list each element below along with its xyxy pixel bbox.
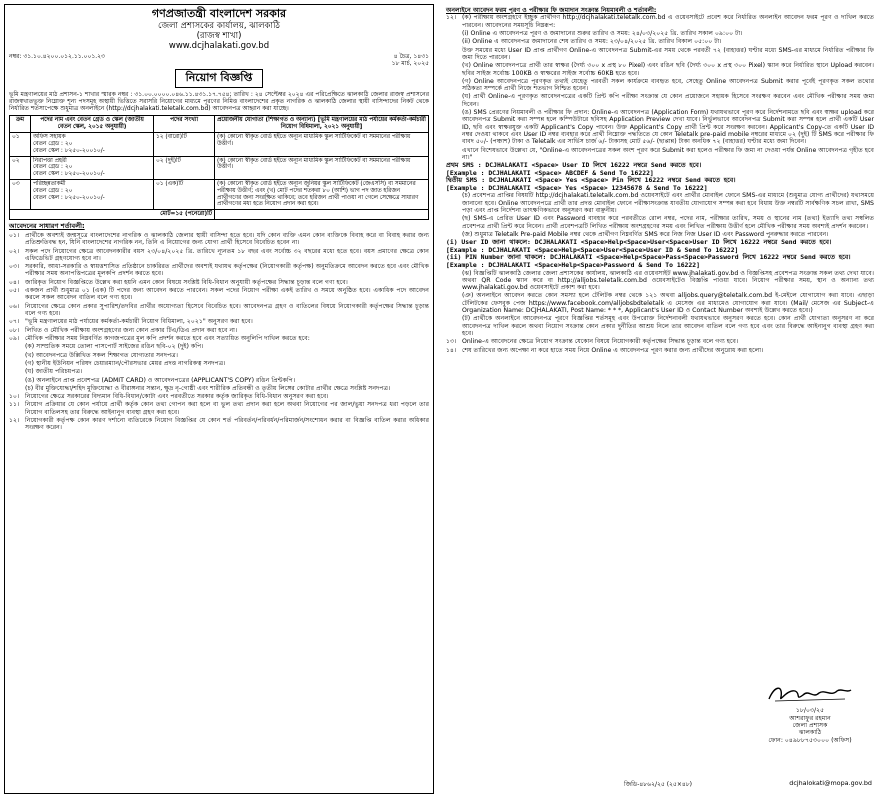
signatory-designation: জেলা প্রশাসক bbox=[792, 722, 828, 730]
government-name: গণপ্রজাতন্ত্রী বাংলাদেশ সরকার bbox=[151, 7, 287, 20]
item-text: মৌখিক পরীক্ষার সময় নিম্নবর্ণিত কাগজপত্রের মূল কপি প্রদর্শন করতে হবে এবং সত্যায়িত অনুলিপি দাখিল করতে হবে: bbox=[25, 334, 310, 342]
rule-item bbox=[446, 231, 874, 238]
item-text: (ঘ) জাতীয় পরিচয়পত্র। bbox=[25, 368, 83, 376]
table-row bbox=[10, 156, 429, 179]
item-text: (গ) Online আবেদনপত্রে পূরণকৃত তথ্যই যেহেতু পরবর্তী সকল কার্যক্রমে ব্যবহৃত হবে, সেহেতু Online আবেদনপত্র Submit করার পূর্বেই পূরণকৃত সকল তথ্যের সঠিকতা সম্পর্কে প্রার্থী নিজে শতভাগ নিশ্চিত হবেন। bbox=[462, 77, 874, 93]
col-post: পদের নাম এবং বেতন গ্রেড ও স্কেল (জাতীয় বেতন স্কেল, ২০১৫ অনুযায়ী) bbox=[31, 116, 154, 133]
rule-item bbox=[446, 270, 874, 292]
item-number bbox=[446, 231, 462, 238]
table-total: মোট=১৫ (পনেরো)টি bbox=[10, 210, 215, 220]
item-number bbox=[446, 147, 462, 162]
rule-item bbox=[446, 292, 874, 314]
notice-title bbox=[9, 69, 429, 88]
left-column bbox=[4, 4, 434, 794]
online-rules-list bbox=[446, 14, 874, 161]
sms-second-label: দ্বিতীয় SMS : bbox=[446, 176, 486, 185]
condition-item bbox=[9, 401, 429, 416]
signature-block bbox=[750, 681, 870, 744]
post-scale: বেতন স্কেল : ৮২৫০-২০০১০/- bbox=[33, 171, 105, 178]
item-number bbox=[446, 315, 462, 337]
recover-password: (ii) PIN Number জানা থাকলে: DCJHALAKATI <Space>Help<Space>Pass<Space>Password লিখে 16222 নম্বরে Send করতে হবে। bbox=[446, 253, 851, 262]
signatory-email[interactable]: dcjhalokati@mopa.gov.bd bbox=[789, 779, 872, 788]
item-number: ০৮। bbox=[9, 326, 20, 334]
recover-password-example: [Example : DCJHALAKATI <Space>Help<Space>Password & Send To 16222] bbox=[446, 260, 700, 269]
condition-item bbox=[9, 393, 429, 400]
item-text: (গ) স্থানীয় ইউনিয়ন পরিষদ চেয়ারম্যান/পৌরসভার মেয়র প্রদত্ত নাগরিকত্ব সনদপত্র। bbox=[25, 359, 226, 367]
row-post bbox=[31, 180, 154, 210]
item-number: ০৫। bbox=[9, 287, 20, 295]
branch-name: (রাজস্ব শাখা) bbox=[196, 30, 242, 41]
item-text: (ii) Online এ আবেদনপত্র জমাদানের শেষ তারিখ ও সময়: ২৩/০৪/২০২৫ খ্রি. তারিখ বিকাল ০৫:০০ টা। bbox=[462, 38, 722, 46]
rule-item bbox=[446, 30, 874, 37]
footer-code: জিডি-৪৮৬২/২৫ (২৫×৪৮) bbox=[624, 780, 692, 788]
item-text: (খ) আবেদনপত্রে উল্লিখিত সকল শিক্ষাগত যোগ্যতার সনদপত্র। bbox=[25, 351, 178, 359]
conditions-list bbox=[9, 232, 429, 432]
row-count: ০১ (এক)টি bbox=[154, 180, 215, 210]
condition-item bbox=[9, 232, 429, 247]
admit-rules-list bbox=[446, 192, 874, 238]
item-text: (ক) সাম্প্রতিক সময়ে তোলা পাসপোর্ট সাইজের রঙিন ছবি-০২ (দুই) কপি। bbox=[25, 343, 204, 351]
office-name: জেলা প্রশাসকের কার্যালয়, ঝালকাঠি bbox=[158, 20, 280, 31]
rule-item bbox=[446, 215, 874, 230]
item-text: সকল পদে নিয়োগের ক্ষেত্রে আবেদনকারীর বয়স ২৩/০৪/২০২৫ খ্রি. তারিখে ন্যূনতম ১৮ বছর এবং সর্বোচ্চ ৩২ বছরের মধ্যে হতে হবে। বয়স প্রমাণের ক্ষেত্রে কোন এফিডেভিট গ্রহণযোগ্য হবে না। bbox=[25, 247, 429, 262]
item-number: ০২। bbox=[9, 247, 20, 255]
rule-item bbox=[446, 315, 874, 337]
memo-dates bbox=[392, 53, 429, 67]
item-number bbox=[446, 38, 462, 45]
item-text: "ভূমি মন্ত্রণালয়ের মাঠ পর্যায়ের কর্মকর্তা-কর্মচারী নিয়োগ বিধিমালা, ২০২১" অনুসরণ করা হবে। bbox=[25, 318, 253, 326]
sms-first-label: প্রথম SMS : bbox=[446, 161, 482, 170]
condition-item bbox=[9, 368, 429, 375]
condition-item bbox=[9, 287, 429, 302]
item-text: প্রার্থীকে অবশ্যই জন্মসূত্রে বাংলাদেশের নাগরিক ও ঝালকাঠি জেলার স্থায়ী বাসিন্দা হতে হবে। যদি কোন ব্যক্তি এমন কোন ব্যক্তিকে বিবাহ করে বা বিবাহ করার জন্য প্রতিশ্রুতিবদ্ধ হন, যিনি বাংলাদেশের নাগরিক নন, তিনি এ নিয়োগের জন্য যোগ্য প্রার্থী হিসেবে বিবেচিত হবেন না। bbox=[25, 231, 429, 247]
item-text: শেষ তারিখের জন্য অপেক্ষা না করে হাতে সময় নিয়ে Online এ আবেদনপত্র পূরণ করার জন্য প্রার্থীদের অনুরোধ করা হলো। bbox=[462, 346, 764, 354]
item-text: (ঘ) প্রার্থী Online-এ পূরণকৃত আবেদনপত্রের একটি প্রিন্ট কপি পরীক্ষা সংক্রান্ত যে কোন প্রয়োজনে সহায়ক হিসেবে সংরক্ষণ করবেন এবং মৌখিক পরীক্ষার সময় জমা দিবেন। bbox=[462, 93, 874, 108]
row-count: ০২ (দুই)টি bbox=[154, 156, 215, 179]
item-number: ০৭। bbox=[9, 318, 20, 326]
signatory-district: ঝালকাঠি bbox=[798, 729, 822, 737]
item-number: ১৩। bbox=[446, 338, 457, 346]
item-number: ১৪। bbox=[446, 346, 457, 354]
item-text: (ঙ) অনলাইনে প্রাপ্ত প্রবেশপত্র (ADMIT CARD) ও আবেদনপত্রের (APPLICANT'S COPY) রঙিন প্রিন্টকপি। bbox=[25, 376, 296, 384]
item-text: (ঞ) অনলাইনে আবেদন করতে কোন সমস্যা হলে টেলিটক নম্বর থেকে ১২১ অথবা alljobs.query@teletalk.com.bd ই-মেইলে যোগাযোগ করা যাবে। এছাড়া টেলিটকের ফেসবুক পেজ https://www.facebook.com/alljobsbdteletalk এ মেসেজ এর মাধ্যমেও যোগাযোগ করা যাবে। (Mail/ মেসেজ এর Subject-এ Organization Name: DCJHALAKATI, Post Name: * * *, Applicant's User ID ও Contact Number অবশ্যই উল্লেখ করতে হবে।) bbox=[462, 292, 874, 315]
condition-item bbox=[9, 327, 429, 334]
item-text: এখানে বিশেষভাবে উল্লেখ্য যে, "Online-এ আবেদনপত্রের সকল অংশ পূরণ করে Submit করা হলেও পরীক্ষার ফি জমা না দেওয়া পর্যন্ত Online আবেদনপত্র গৃহীত হবে না।" bbox=[462, 146, 874, 161]
row-count: ১২ (বারো)টি bbox=[154, 133, 215, 156]
col-serial: ক্রম bbox=[10, 116, 31, 133]
vacancy-table bbox=[9, 115, 429, 220]
item-number: ১১। bbox=[9, 401, 20, 409]
item-text: (চ) বীর মুক্তিযোদ্ধা/শহিদ মুক্তিযোদ্ধা ও বীরাঙ্গনার সন্তান, ক্ষুদ্র নৃ-গোষ্ঠী এবং শারীরিক প্রতিবন্ধী ও তৃতীয় লিঙ্গের কোটার প্রার্থীর ক্ষেত্রে সংশ্লিষ্ট সনদপত্র। bbox=[25, 384, 391, 392]
rule-item bbox=[446, 147, 874, 162]
post-name: অফিস সহায়ক bbox=[33, 134, 66, 141]
item-text: লিখিত ও মৌখিক পরীক্ষায় অংশগ্রহণের জন্য কোন প্রকার টিএ/ডিএ প্রদান করা হবে না। bbox=[25, 326, 238, 334]
table-row bbox=[10, 133, 429, 156]
item-number bbox=[446, 109, 462, 146]
rule-item bbox=[446, 14, 874, 29]
item-text: (খ) Online আবেদনপত্রে প্রার্থী তার স্বাক্ষর (দৈর্ঘ্য ৩০০ x প্রস্থ ৮০ Pixel) এবং রঙিন ছবি (দৈর্ঘ্য ৩০০ x প্রস্থ ৩০০ Pixel) স্ক্যান করে নির্ধারিত স্থানে Upload করবেন। ছবির সাইজ সর্বোচ্চ 100KB ও স্বাক্ষরের সাইজ সর্বোচ্চ 60KB হতে হবে। bbox=[462, 62, 874, 77]
row-post bbox=[31, 133, 154, 156]
condition-item bbox=[9, 279, 429, 286]
item-number bbox=[446, 30, 462, 37]
website-link[interactable]: www.dcjhalakati.gov.bd bbox=[168, 41, 270, 51]
item-number bbox=[9, 377, 25, 384]
item-text: নিয়োগের ক্ষেত্রে সরকারের বিদ্যমান বিধি-বিধান/কোটা এবং পরবর্তীতে সরকার কর্তৃক জারিকৃত বিধি-বিধান অনুসরণ করা হবে। bbox=[25, 393, 329, 401]
sms-first-example: [Example : DCJHALAKATI <Space> ABCDEF & Send To 16222] bbox=[446, 168, 654, 177]
item-text: (ট) প্রার্থীকে অনলাইনে আবেদনপত্র পূরণে বিজ্ঞপ্তির শর্তসমূহ এবং উপরোক্ত নির্দেশনাবলী যথাযথভাবে অনুসরণ করতে হবে। কোন প্রার্থী যোগ্যতা অনুসরণ না করে আবেদনপত্র দাখিল করলে অথবা নিয়োগ সংক্রান্ত কোন প্রকার দুর্নীতির আশ্রয় নিলে তার আবেদন বাতিল বলে গণ্য হবে এবং তার বিরুদ্ধে আইনানুগ ব্যবস্থা গ্রহণ করা হবে। bbox=[462, 315, 874, 337]
item-text: (জ) শুধুমাত্র Teletalk Pre-paid Mobile নম্বর থেকে প্রার্থীগণ নিম্নবর্ণিত SMS করে নিজ নিজ User ID এবং Password পুনরুদ্ধার করতে পারবেন। bbox=[462, 231, 829, 238]
item-text: (ঝ) বিজ্ঞপ্তিটি ঝালকাঠি জেলার জেলা প্রশাসকের কার্যালয়, ঝালকাঠি এর ওয়েবসাইট www.jhalakati.gov.bd ও বিজ্ঞপ্তিসহ প্রবেশপত্র সংক্রান্ত সকল তথ্য দেখা যাবে। অথবা QR Code স্ক্যান করে বা http://alljobs.teletalk.com.bd ওয়েবসাইটেও বিজ্ঞপ্তি পাওয়া যাবে। নিয়োগ পরীক্ষার সময়, স্থান ও অন্যান্য তথ্য www.jhalakati.gov.bd ওয়েবসাইটে প্রকাশ করা হবে। bbox=[462, 269, 874, 292]
item-text: নিয়োগকারী কর্তৃপক্ষ কোন কারণ দর্শানো ব্যতিরেকে নিয়োগ বিজ্ঞপ্তির যে কোন শর্ত পরিবর্তন/পরিবর্ধন/পরিমার্জন/সংশোধন করার বা বিজ্ঞপ্তি বাতিল করার অধিকার সংরক্ষণ করেন। bbox=[25, 417, 429, 432]
item-text: নিয়োগের ক্ষেত্রে কোন প্রকার সুপারিশ/তদবির প্রার্থীর অযোগ্যতা হিসেবে বিবেচিত হবে। আবেদনপত্র গ্রহণ ও বাতিলের বিষয়ে নিয়োগকারী কর্তৃপক্ষের সিদ্ধান্ত চূড়ান্ত বলে গণ্য হবে। bbox=[25, 302, 429, 318]
rule-item bbox=[446, 109, 874, 146]
memo-line bbox=[9, 53, 429, 67]
item-number bbox=[446, 292, 462, 314]
row-qualification: (ক) কোনো স্বীকৃত বোর্ড হইতে অন্যূন জুনিয়র স্কুল সার্টিফিকেট (জেএসসি) বা সমমানের পরীক্ষায় উত্তীর্ণ; এবং (খ) মোট পদের শতকরা ৮০ (আশি) ভাগ পদ জাত হরিজন প্রার্থীগণের জন্য সংরক্ষিত থাকিবে; তবে হরিজন প্রার্থী পাওয়া না গেলে সেক্ষেত্রে সাধারণ প্রার্থীগণের মধ্য হতে নিয়োগ প্রদান করা হবে। bbox=[215, 180, 429, 210]
condition-item bbox=[9, 318, 429, 325]
condition-item bbox=[9, 303, 429, 318]
post-name: পরিচ্ছন্নতাকর্মী bbox=[33, 181, 66, 187]
post-scale: বেতন স্কেল : ৮২৫০-২০০১০/- bbox=[33, 194, 105, 201]
notice-title-text: নিয়োগ বিজ্ঞপ্তি bbox=[175, 69, 264, 88]
item-number: ১২। bbox=[446, 14, 457, 22]
conditions-title: আবেদনের সাধারণ শর্তাবলী: bbox=[9, 222, 85, 231]
col-count: পদের সংখ্যা bbox=[154, 116, 215, 133]
online-rules-title: অনলাইনে আবেদন ফরম পূরণ ও পরীক্ষার ফি জমাদান সংক্রান্ত নিয়মাবলী ও শর্তাবলী: bbox=[446, 7, 657, 14]
item-number: ০৩। bbox=[9, 263, 20, 271]
item-number bbox=[446, 78, 462, 93]
memo-number: নম্বর: ৩১.১০.৪২০০.০১২.১১.০০১.২৩ bbox=[9, 53, 105, 61]
signature-date: ১৮/০৩/২৫ bbox=[795, 707, 825, 715]
intro-paragraph: ভূমি মন্ত্রণালয়ের মাঠ প্রশাসন-১ শাখার স্মারক নম্বর : ৩১.০০.০০০০.০৪৬.১১.৪৩১.১৭.৭৫৪; তারিখ : ২৪ সেপ্টেম্বর ২০২৪ এর পরিপ্রেক্ষিতে ঝালকাঠি জেলার রাজস্ব প্রশাসনের রাজস্বখাতভুক্ত নিম্নোক্ত শূন্য পদসমূহ অস্থায়ী ভিত্তিতে সরাসরি নিয়োগের মাধ্যমে পূরণের নিমিত্ত বাংলাদেশের প্রকৃত নাগরিক ও ঝালকাঠি জেলার স্থায়ী বাসিন্দাদের নিকট থেকে নির্ধারিত শর্তসাপেক্ষে শুধুমাত্র অনলাইনে (http://dcjhalakati.teletalk.com.bd) আবেদনপত্র আহ্বান করা যাচ্ছে। bbox=[9, 91, 429, 113]
item-number bbox=[9, 360, 25, 367]
item-text: জারিকৃত নিয়োগ বিজ্ঞপ্তিতে উল্লেখ করা হয়নি এমন কোন বিষয়ে সংশ্লিষ্ট বিধি-বিধান অনুযায়ী কর্তৃপক্ষের সিদ্ধান্ত চূড়ান্ত বলে গণ্য হবে। bbox=[25, 278, 348, 286]
item-text: উক্ত সময়ের মধ্যে User ID প্রাপ্ত প্রার্থীগণ Online-এ আবেদনপত্র Submit-এর সময় থেকে পরবর্তী ৭২ (বাহাত্তর) ঘণ্টার মধ্যে SMS-এর মাধ্যমে নির্ধারিত পরীক্ষার ফি জমা দিতে পারবেন। bbox=[462, 46, 874, 61]
signatory-name: আশরাফুর রহমান bbox=[789, 714, 831, 722]
row-serial: ০২ bbox=[10, 156, 31, 179]
sms-second-example: [Example : DCJHALAKATI <Space> Yes <Space> 12345678 & Send To 16222] bbox=[446, 183, 708, 192]
col-qualification: প্রয়োজনীয় যোগ্যতা (শিক্ষাগত ও অন্যান্য) [ভূমি মন্ত্রণালয়ের মাঠ পর্যায়ের কর্মকর্তা-কর্মচারী নিয়োগ বিধিমালা, ২০২১ অনুযায়ী] bbox=[215, 116, 429, 133]
row-serial: ০১ bbox=[10, 133, 31, 156]
item-text: নিয়োগ প্রক্রিয়ার যে কোন পর্যায়ে প্রার্থী কর্তৃক কোন তথ্য গোপন করা হলে বা ভুল তথ্য প্রদান করা হলে অথবা নিয়োগের পর জাল/ভুয়া সনদপত্র ধরা পড়লে তার নিয়োগ বাতিলসহ তার বিরুদ্ধে আইনানুগ ব্যবস্থা গ্রহণ করা হবে। bbox=[25, 401, 429, 416]
item-text: (চ) প্রবেশপত্র প্রাপ্তির বিষয়টি http://dcjhalakati.teletalk.com.bd ওয়েবসাইটে এবং প্রার্থীর মোবাইল ফোনে SMS-এর মাধ্যমে (শুধুমাত্র যোগ্য প্রার্থীদের) যথাসময়ে জানানো হবে। Online আবেদনপত্রে প্রার্থী তার প্রদত্ত মোবাইল ফোনে পরীক্ষাসংক্রান্ত যাবতীয় যোগাযোগ সম্পন্ন করা হবে বিধায় উক্ত নম্বরটি সার্বক্ষণিক সচল রাখা, SMS পড়া এবং প্রাপ্ত নির্দেশনা তাৎক্ষণিকভাবে অনুসরণ করা বাঞ্ছনীয়। bbox=[462, 192, 874, 215]
item-number: ১২। bbox=[9, 417, 20, 425]
header bbox=[9, 8, 429, 51]
condition-item bbox=[9, 377, 429, 384]
rule-item bbox=[446, 62, 874, 77]
row-post bbox=[31, 156, 154, 179]
item-number: ০৬। bbox=[9, 302, 20, 310]
signatory-phone: ফোন: ০৪৯৮৮৭৫৩০০০ (অফিস) bbox=[768, 736, 852, 744]
other-rules-list bbox=[446, 270, 874, 354]
item-number bbox=[446, 62, 462, 77]
condition-item bbox=[9, 417, 429, 432]
post-grade: বেতন গ্রেড : ২০ bbox=[33, 140, 73, 147]
rule-item bbox=[446, 338, 874, 345]
rule-item bbox=[446, 347, 874, 354]
sms-second-text: DCJHALAKATI <Space> Yes <Space> Pin লিখে 16222 নম্বরে Send করতে হবে। bbox=[488, 176, 736, 185]
item-number bbox=[9, 352, 25, 359]
post-grade: বেতন গ্রেড : ২০ bbox=[33, 187, 73, 194]
table-row bbox=[10, 180, 429, 210]
row-serial: ০৩ bbox=[10, 180, 31, 210]
condition-item bbox=[9, 385, 429, 392]
condition-item bbox=[9, 352, 429, 359]
date-english: ১৮ মার্চ, ২০২৫ bbox=[391, 60, 429, 68]
item-number: ০৯। bbox=[9, 334, 20, 342]
condition-item bbox=[9, 263, 429, 278]
item-number bbox=[446, 215, 462, 230]
recover-user-id-example: [Example : DCJHALAKATI <Space>Help<Space>User<Space>User ID & Send To 16222] bbox=[446, 245, 739, 254]
item-number bbox=[446, 270, 462, 292]
item-text: একজন প্রার্থী শুধুমাত্র ০১ (এক) টি পদের জন্য আবেদন করতে পারবেন। সকল পদের নিয়োগ পরীক্ষা একই তারিখ ও সময়ে অনুষ্ঠিত হবে। একাধিক পদে আবেদন করলে সকল আবেদন বাতিল বলে গণ্য হবে। bbox=[25, 287, 429, 302]
item-number bbox=[9, 343, 25, 350]
row-qualification: (ক) কোনো স্বীকৃত বোর্ড হইতে অন্যূন মাধ্যমিক স্কুল সার্টিফিকেট বা সমমানের পরীক্ষায় উত্তীর্ণ। bbox=[215, 156, 429, 179]
post-scale: বেতন স্কেল : ৮২৫০-২০০১০/- bbox=[33, 147, 105, 154]
condition-item bbox=[9, 360, 429, 367]
item-text: (ঙ) SMS প্রেরণের নিয়মাবলী ও পরীক্ষার ফি প্রদান: Online-এ আবেদনপত্র (Application Form) যথাযথভাবে পূরণ করে নির্দেশনামতে ছবি এবং স্বাক্ষর upload করে আবেদনপত্র Submit করা সম্পন্ন হলে কম্পিউটারে ছবিসহ Application Preview দেখা যাবে। নির্ভুলভাবে আবেদনপত্র Submit করা সম্পন্ন হলে প্রার্থী একটি User ID, ছবি এবং স্বাক্ষরযুক্ত একটি Applicant's Copy পাবেন। উক্ত Applicant's Copy প্রার্থী প্রিন্ট করে সংরক্ষণ করবেন। Applicant's Copy-তে একটি User ID নম্বর দেওয়া থাকবে এবং User ID নম্বর ব্যবহার করে প্রার্থী নিম্নোক্ত পদ্ধতিতে যে কোন Teletalk pre-paid mobile নম্বরের মাধ্যমে ০২ (দুই) টি SMS করে পরীক্ষার ফি বাবদ ৫০/- (পঞ্চাশ) টাকা ও Teletalk এর সার্ভিস চার্জ ৬/- টাকাসহ মোট ৫৬/- (ছাপ্পান্ন) টাকা অনধিক ৭২ (বাহাত্তর) ঘণ্টার মধ্যে জমা দিবেন। bbox=[462, 109, 874, 146]
rule-item bbox=[446, 78, 874, 93]
item-number bbox=[446, 192, 462, 214]
condition-item bbox=[9, 343, 429, 350]
rule-item bbox=[446, 93, 874, 108]
date-bangla: ৪ চৈত্র, ১৪৩১ bbox=[393, 53, 429, 61]
sms-first-text: DCJHALAKATI <Space> User ID লিখে 16222 নম্বরে Send করতে হবে। bbox=[485, 161, 702, 170]
rule-item bbox=[446, 192, 874, 214]
row-qualification: (ক) কোনো স্বীকৃত বোর্ড হইতে অন্যূন মাধ্যমিক স্কুল সার্টিফিকেট বা সমমানের পরীক্ষায় উত্তীর্ণ। bbox=[215, 133, 429, 156]
signature-icon bbox=[765, 681, 855, 707]
item-text: সরকারি, আধা-সরকারি ও স্বায়ত্তশাসিত প্রতিষ্ঠানে চাকরিরত প্রার্থীদের অবশ্যই যথাযথ কর্তৃপক্ষের (নিয়োগকারী কর্তৃপক্ষ) অনুমতিক্রমে আবেদন করতে হবে এবং মৌখিক পরীক্ষার সময় অনাপত্তিপত্রের মূলকপি প্রদর্শন করতে হবে। bbox=[25, 263, 429, 278]
item-number bbox=[446, 93, 462, 108]
rule-item bbox=[446, 38, 874, 45]
item-number: ১০। bbox=[9, 393, 20, 401]
item-number bbox=[446, 47, 462, 62]
recover-user-id: (i) User ID জানা থাকলে: DCJHALAKATI <Space>Help<Space>User<Space>User ID লিখে 16222 নম্বরে Send করতে হবে। bbox=[446, 238, 832, 247]
item-number: ০১। bbox=[9, 231, 20, 239]
table-total-blank bbox=[215, 210, 429, 220]
item-text: (i) Online এ আবেদনপত্র পূরণ ও জমাদানের শুরুর তারিখ ও সময়: ২৪/০৩/২০২৫ খ্রি. তারিখ সকাল ০৯:০০ টা। bbox=[462, 29, 743, 37]
post-name: নিরাপত্তা প্রহরী bbox=[33, 157, 67, 164]
item-number bbox=[9, 385, 25, 392]
post-grade: বেতন গ্রেড : ২০ bbox=[33, 164, 73, 171]
right-column bbox=[444, 4, 878, 794]
item-number bbox=[9, 368, 25, 375]
condition-item bbox=[9, 248, 429, 263]
item-number: ০৪। bbox=[9, 278, 20, 286]
item-text: (ছ) SMS-এ প্রেরিত User ID এবং Password ব্যবহার করে পরবর্তীতে রোল নম্বর, পদের নাম, পরীক্ষার তারিখ, সময় ও স্থানের নাম (তথ্য) ইত্যাদি তথ্য সম্বলিত প্রবেশপত্র প্রার্থী প্রিন্ট করে নিবেন। প্রার্থী প্রবেশপত্রটি লিখিত পরীক্ষায় অংশগ্রহণের সময় এবং লিখিত পরীক্ষায় উত্তীর্ণ হলে মৌখিক পরীক্ষার সময় অবশ্যই প্রদর্শন করবেন। bbox=[462, 215, 874, 230]
item-text: (ক) পরীক্ষায় অংশগ্রহণে ইচ্ছুক প্রার্থীগণ http://dcjhalakati.teletalk.com.bd এ ওয়েবসাইটে প্রবেশ করে নির্ধারিত অনলাইন আবেদন ফরম পূরণ ও দাখিল করতে পারবেন। আবেদনের সময়সূচি নিম্নরূপ: bbox=[462, 14, 874, 29]
rule-item bbox=[446, 47, 874, 62]
item-text: Online-এ আবেদনের ক্ষেত্রে নিয়োগ সংক্রান্ত যেকোন বিষয়ে নিয়োগকারী কর্তৃপক্ষের সিদ্ধান্ত চূড়ান্ত বলে গণ্য হবে। bbox=[462, 338, 739, 346]
condition-item bbox=[9, 335, 429, 342]
